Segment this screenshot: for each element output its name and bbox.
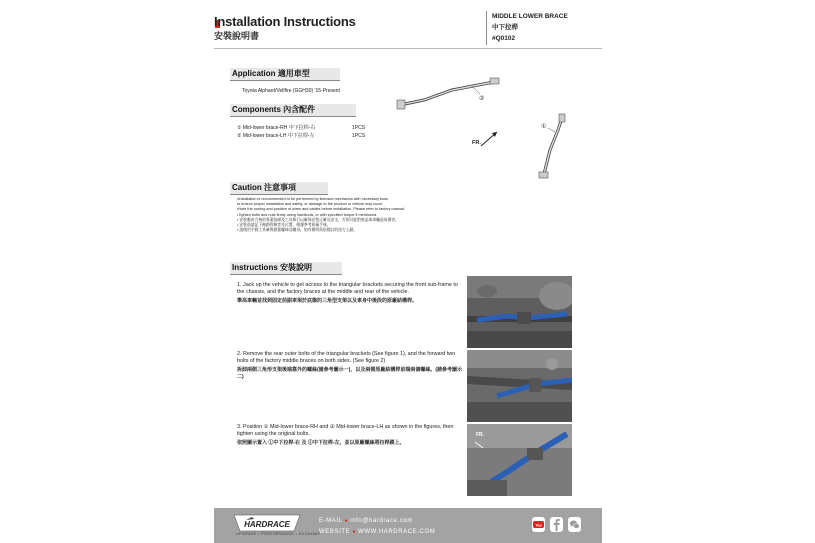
caution-line: •Note the routing and position of wires and cables before installation. Please refer to factory manual. bbox=[237, 207, 406, 212]
email-line bbox=[319, 518, 413, 524]
youtube-glyph bbox=[532, 517, 545, 532]
undercarriage-photo-1 bbox=[467, 276, 572, 348]
diagram-label-1: ① bbox=[541, 124, 547, 130]
doc-title: Installation Instructions bbox=[214, 14, 356, 29]
website-label: WEBSITE bbox=[319, 529, 351, 535]
application-vehicle: Toyota Alphard/Vellfire (GGH30) '15-Present bbox=[242, 88, 340, 94]
photo-front-label: FR. bbox=[476, 432, 485, 438]
brand-tagline: UPGRADE • PERFORMANCE • ECONOMY bbox=[236, 532, 321, 536]
component-qty-2: 1PCS bbox=[352, 133, 366, 139]
step-text-cn: 舉高車輛並找到固定前副車架於底盤的三角型支架以及車身中後段的原廠結構桿。 bbox=[237, 298, 418, 304]
email-link[interactable]: info@hardrace.com bbox=[350, 518, 413, 524]
header-rule bbox=[214, 48, 602, 49]
wechat-glyph bbox=[568, 517, 581, 532]
instructions-heading: Instructions 安裝說明 bbox=[230, 262, 342, 275]
wechat-icon[interactable] bbox=[568, 517, 581, 532]
diagram-label-2: ② bbox=[479, 96, 485, 102]
caution-heading: Caution 注意事項 bbox=[230, 182, 328, 195]
component-item-2: ② Mid-lower brace-LH 中下拉桿-左 bbox=[237, 133, 315, 139]
step-text-en: 3. Position ① Mid-lower brace-RH and ② Mid-lower brace-LH as shown in the figures, then tighten using the original bolts. bbox=[237, 424, 454, 437]
components-diagram bbox=[394, 70, 594, 185]
undercarriage-photo-3 bbox=[467, 424, 572, 496]
caution-list bbox=[237, 197, 477, 233]
brand-wordmark: HARDRACE bbox=[244, 520, 290, 529]
caution-line: • 請使用手動工具確實鎖緊螺絲及螺母，如有標明需依標註的扭力上鎖。 bbox=[237, 228, 358, 233]
product-name: MIDDLE LOWER BRACE bbox=[492, 13, 568, 20]
bullet-icon: ● bbox=[352, 529, 359, 535]
header-divider bbox=[486, 11, 487, 45]
step-text-en: 2. Remove the rear outer bolts of the triangular brackets (See figure 1), and the forward two bolts of the factory middle braces on both sides. (See figure 2) bbox=[237, 351, 456, 364]
component-qty-1: 1PCS bbox=[352, 125, 366, 131]
website-line bbox=[319, 529, 435, 535]
youtube-icon[interactable] bbox=[532, 517, 545, 532]
step-3-photo bbox=[467, 424, 572, 496]
instruction-step-2 bbox=[237, 351, 465, 381]
components-heading: Components 內含配件 bbox=[230, 104, 356, 117]
hardrace-logo bbox=[232, 513, 302, 533]
part-number: #Q0102 bbox=[492, 35, 516, 42]
step-text-cn: 拆卸兩側三角形支架後端靠外的螺絲(請參考圖示一)，以及兩側原廠結構桿前端兩個螺絲。(請參考圖示二) bbox=[237, 367, 463, 380]
instruction-step-3 bbox=[237, 424, 465, 447]
caution-line: • 安裝應由合格的專業技師及工具執行以確保安裝正確及安全，否則可能對產品或車輛造成傷害。 bbox=[237, 217, 399, 222]
application-heading: Application 適用車型 bbox=[230, 68, 340, 81]
front-label: FR. bbox=[472, 140, 481, 146]
product-info bbox=[492, 11, 568, 44]
component-item-1: ① Mid-lower brace-RH 中下拉桿-右 bbox=[237, 125, 316, 131]
facebook-icon[interactable] bbox=[550, 517, 563, 532]
instruction-step-1 bbox=[237, 282, 465, 305]
caution-line: • 安裝前請記下線路管線等及位置，維護參考原廠手冊。 bbox=[237, 223, 331, 228]
caution-line: •Installation is recommended to be performed by licensed mechanics with necessary tools bbox=[237, 197, 388, 201]
instruction-sheet bbox=[214, 0, 602, 543]
step-1-photo bbox=[467, 276, 572, 348]
step-2-photo bbox=[467, 350, 572, 422]
doc-subtitle: 安裝說明書 bbox=[214, 31, 260, 41]
footer bbox=[214, 508, 602, 543]
front-arrow-icon bbox=[481, 132, 497, 146]
email-label: E-MAIL bbox=[319, 518, 343, 524]
product-name-cn: 中下拉桿 bbox=[492, 24, 518, 31]
caution-line: •Tighten bolts and nuts firmly using handtools, or with specified torque if mentioned. bbox=[237, 212, 378, 217]
undercarriage-photo-2 bbox=[467, 350, 572, 422]
website-link[interactable]: WWW.HARDRACE.COM bbox=[358, 529, 436, 535]
facebook-glyph bbox=[550, 517, 563, 532]
step-text-cn: 依照圖示置入 ①中下拉桿-右 及 ②中下拉桿-左，並以原廠螺絲將拉桿鎖上。 bbox=[237, 440, 405, 446]
step-text-en: 1. Jack up the vehicle to get access to the triangular brackets securing the front sub-frame to the chassis, and the factory braces at the middle and rear of the vehicle. bbox=[237, 282, 458, 295]
bullet-icon: ● bbox=[344, 518, 351, 524]
youtube-text: You bbox=[535, 523, 542, 528]
caution-line: to ensure proper installation and safety, or damage to the product or vehicle may occur. bbox=[237, 202, 384, 207]
brace-lh-drawing bbox=[397, 78, 499, 109]
